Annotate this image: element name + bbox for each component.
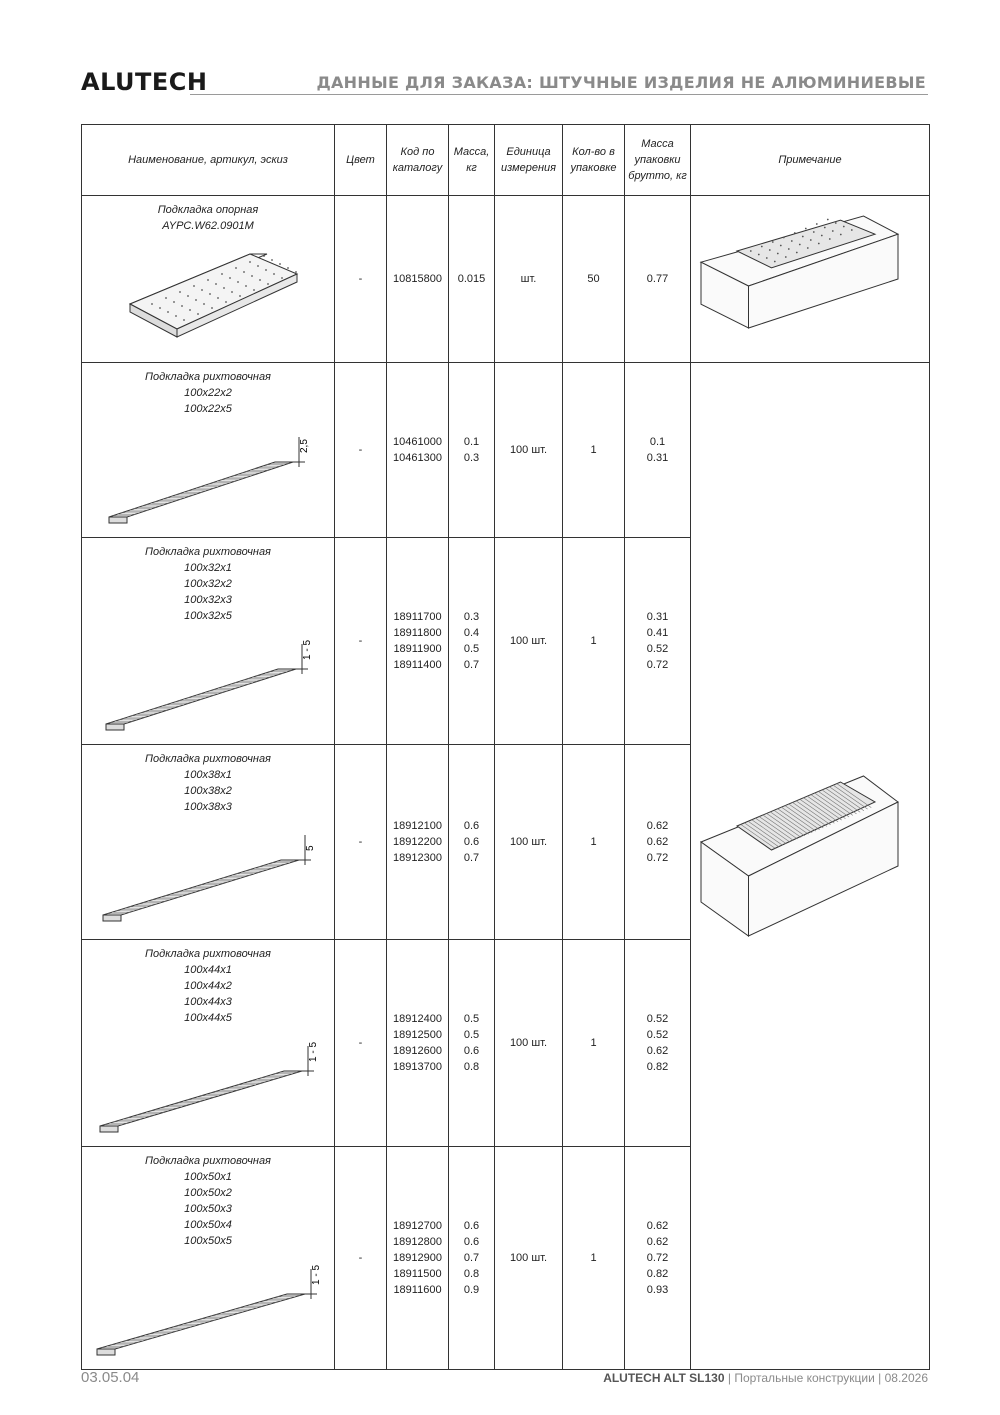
code-cell — [387, 363, 449, 538]
code-cell — [387, 940, 449, 1147]
item-name-cell — [82, 538, 335, 745]
unit-cell: 100 шт. — [495, 1147, 563, 1370]
mass-cell — [449, 538, 495, 745]
col-header-note: Примечание — [691, 125, 930, 196]
item-article: 100x44x3 — [184, 996, 232, 1008]
footer-section: | Портальные конструкции | 08.2026 — [724, 1371, 928, 1385]
item-article: 100x38x3 — [184, 801, 232, 813]
mass-cell — [449, 940, 495, 1147]
color-cell: - — [335, 196, 387, 363]
gross-cell-value: 0.82 — [646, 1061, 669, 1073]
item-name-cell — [82, 196, 335, 363]
code-cell-value: 18912500 — [393, 1029, 442, 1041]
code-cell — [387, 196, 449, 363]
col-header-qty: Кол-во в упаковке — [563, 125, 625, 196]
code-cell-value: 18912600 — [393, 1045, 442, 1057]
color-cell: - — [335, 745, 387, 940]
item-article: 100x32x3 — [184, 594, 232, 606]
mass-cell-value: 0.7 — [463, 852, 480, 864]
shim-sketch-image — [82, 1026, 332, 1146]
mass-cell-value: 0.5 — [463, 1013, 480, 1025]
shim-sketch-image — [82, 624, 332, 744]
dimension-label: 1 - 5 — [308, 1041, 319, 1062]
dimension-label: 1 - 5 — [302, 639, 313, 660]
code-cell-value: 18911900 — [393, 643, 442, 655]
gross-cell-value: 0.72 — [646, 1252, 669, 1264]
qty-cell: 1 — [563, 538, 625, 745]
gross-cell — [625, 940, 691, 1147]
shim-sketch-image — [82, 1249, 332, 1369]
col-header-color: Цвет — [335, 125, 387, 196]
item-article: 100x50x2 — [184, 1187, 232, 1199]
gross-cell — [625, 745, 691, 940]
mass-cell-value: 0.8 — [463, 1061, 480, 1073]
dimension-label: 1 - 5 — [311, 1264, 322, 1285]
code-cell-value: 10461000 — [393, 436, 442, 448]
gross-cell-value: 0.62 — [646, 836, 669, 848]
mass-cell-value: 0.9 — [463, 1284, 480, 1296]
gross-cell — [625, 538, 691, 745]
mass-cell-value: 0.7 — [463, 659, 480, 671]
item-name-cell — [82, 940, 335, 1147]
page-title: ДАННЫЕ ДЛЯ ЗАКАЗА: ШТУЧНЫЕ ИЗДЕЛИЯ НЕ АЛЮМИНИЕВЫЕ — [316, 73, 926, 92]
gross-cell-value: 0.31 — [646, 611, 669, 623]
code-cell-value: 10815800 — [393, 273, 442, 285]
mass-cell-value: 0.8 — [463, 1268, 480, 1280]
mass-cell-value: 0.6 — [463, 836, 480, 848]
profile-with-pad-image — [691, 209, 921, 349]
item-article: 100x50x5 — [184, 1235, 232, 1247]
color-cell: - — [335, 940, 387, 1147]
page-code: 03.05.04 — [81, 1369, 140, 1386]
mass-cell — [449, 363, 495, 538]
qty-cell: 50 — [563, 196, 625, 363]
code-cell-value: 10461300 — [393, 452, 442, 464]
item-article: 100x22x2 — [184, 387, 232, 399]
code-cell — [387, 538, 449, 745]
unit-cell: шт. — [495, 196, 563, 363]
item-title: Подкладка рихтовочная — [145, 1155, 271, 1167]
gross-cell-value: 0.93 — [646, 1284, 669, 1296]
mass-cell-value: 0.7 — [463, 1252, 480, 1264]
item-article: 100x38x1 — [184, 769, 232, 781]
mass-cell-value: 0.5 — [463, 1029, 480, 1041]
code-cell-value: 18913700 — [393, 1061, 442, 1073]
footer-product: ALUTECH ALT SL130 — [603, 1371, 725, 1385]
mass-cell-value: 0.4 — [463, 627, 480, 639]
item-article: 100x44x2 — [184, 980, 232, 992]
shim-sketch-image — [82, 417, 332, 537]
gross-cell-value: 0.31 — [646, 452, 669, 464]
code-cell-value: 18912400 — [393, 1013, 442, 1025]
mass-cell — [449, 745, 495, 940]
col-header-gross: Масса упаковки брутто, кг — [625, 125, 691, 196]
item-article: 100x50x1 — [184, 1171, 232, 1183]
item-article: 100x38x2 — [184, 785, 232, 797]
gross-cell-value: 0.1 — [649, 436, 666, 448]
code-cell — [387, 1147, 449, 1370]
mass-cell-value: 0.6 — [463, 1220, 480, 1232]
gross-cell-value: 0.62 — [646, 1045, 669, 1057]
item-article: 100x50x3 — [184, 1203, 232, 1215]
mass-cell-value: 0.015 — [457, 273, 486, 285]
unit-cell: 100 шт. — [495, 940, 563, 1147]
item-title: Подкладка опорная — [157, 204, 259, 216]
unit-cell: 100 шт. — [495, 538, 563, 745]
unit-cell: 100 шт. — [495, 363, 563, 538]
code-cell-value: 18911700 — [393, 611, 442, 623]
item-title: Подкладка рихтовочная — [145, 948, 271, 960]
code-cell-value: 18912800 — [393, 1236, 442, 1248]
item-article: 100x44x5 — [184, 1012, 232, 1024]
gross-cell-value: 0.52 — [646, 1013, 669, 1025]
color-cell: - — [335, 1147, 387, 1370]
note-cell — [691, 363, 930, 1370]
item-article: 100x32x2 — [184, 578, 232, 590]
item-title: Подкладка рихтовочная — [145, 546, 271, 558]
gross-cell-value: 0.41 — [646, 627, 669, 639]
mass-cell-value: 0.3 — [463, 611, 480, 623]
gross-cell-value: 0.77 — [646, 273, 669, 285]
code-cell-value: 18911500 — [393, 1268, 442, 1280]
code-cell-value: 18911600 — [393, 1284, 442, 1296]
gross-cell-value: 0.52 — [646, 643, 669, 655]
table-row — [82, 196, 930, 363]
color-cell: - — [335, 538, 387, 745]
item-article: 100x50x4 — [184, 1219, 232, 1231]
item-title: Подкладка рихтовочная — [145, 371, 271, 383]
mass-cell-value: 0.1 — [463, 436, 480, 448]
qty-cell: 1 — [563, 745, 625, 940]
code-cell-value: 18912900 — [393, 1252, 442, 1264]
support-pad-sketch-image — [82, 234, 332, 344]
header-rule — [190, 94, 928, 95]
item-article: 100x22x5 — [184, 403, 232, 415]
gross-cell-value: 0.72 — [646, 659, 669, 671]
color-cell: - — [335, 363, 387, 538]
gross-cell-value: 0.52 — [646, 1029, 669, 1041]
item-name-cell — [82, 745, 335, 940]
gross-cell-value: 0.82 — [646, 1268, 669, 1280]
gross-cell-value: 0.72 — [646, 852, 669, 864]
dimension-label: 2,5 — [299, 439, 310, 453]
code-cell-value: 18912100 — [393, 820, 442, 832]
table-row — [82, 363, 930, 538]
shim-sketch-image — [82, 815, 332, 935]
mass-cell — [449, 196, 495, 363]
mass-cell-value: 0.6 — [463, 1045, 480, 1057]
col-header-name: Наименование, артикул, эскиз — [82, 125, 335, 196]
code-cell-value: 18912700 — [393, 1220, 442, 1232]
table-header-row — [82, 125, 930, 196]
col-header-mass: Масса, кг — [449, 125, 495, 196]
order-table — [81, 124, 930, 1370]
gross-cell-value: 0.62 — [646, 1236, 669, 1248]
code-cell-value: 18912300 — [393, 852, 442, 864]
qty-cell: 1 — [563, 363, 625, 538]
gross-cell — [625, 363, 691, 538]
item-article: 100x32x5 — [184, 610, 232, 622]
qty-cell: 1 — [563, 1147, 625, 1370]
code-cell-value: 18911800 — [393, 627, 442, 639]
code-cell — [387, 745, 449, 940]
col-header-code: Код по каталогу — [387, 125, 449, 196]
item-article: AYPC.W62.0901M — [162, 220, 254, 232]
item-name-cell — [82, 1147, 335, 1370]
gross-cell-value: 0.62 — [646, 1220, 669, 1232]
mass-cell-value: 0.3 — [463, 452, 480, 464]
dimension-label: 5 — [305, 845, 316, 851]
profile-with-shim-image — [691, 766, 921, 966]
mass-cell-value: 0.6 — [463, 820, 480, 832]
mass-cell-value: 0.6 — [463, 1236, 480, 1248]
code-cell-value: 18911400 — [393, 659, 442, 671]
note-cell — [691, 196, 930, 363]
code-cell-value: 18912200 — [393, 836, 442, 848]
qty-cell: 1 — [563, 940, 625, 1147]
mass-cell — [449, 1147, 495, 1370]
mass-cell-value: 0.5 — [463, 643, 480, 655]
footer-info — [603, 1371, 928, 1385]
brand-logo: ALUTECH — [81, 68, 208, 96]
item-name-cell — [82, 363, 335, 538]
item-article: 100x32x1 — [184, 562, 232, 574]
item-article: 100x44x1 — [184, 964, 232, 976]
gross-cell — [625, 196, 691, 363]
item-title: Подкладка рихтовочная — [145, 753, 271, 765]
gross-cell — [625, 1147, 691, 1370]
col-header-unit: Единица измерения — [495, 125, 563, 196]
unit-cell: 100 шт. — [495, 745, 563, 940]
gross-cell-value: 0.62 — [646, 820, 669, 832]
